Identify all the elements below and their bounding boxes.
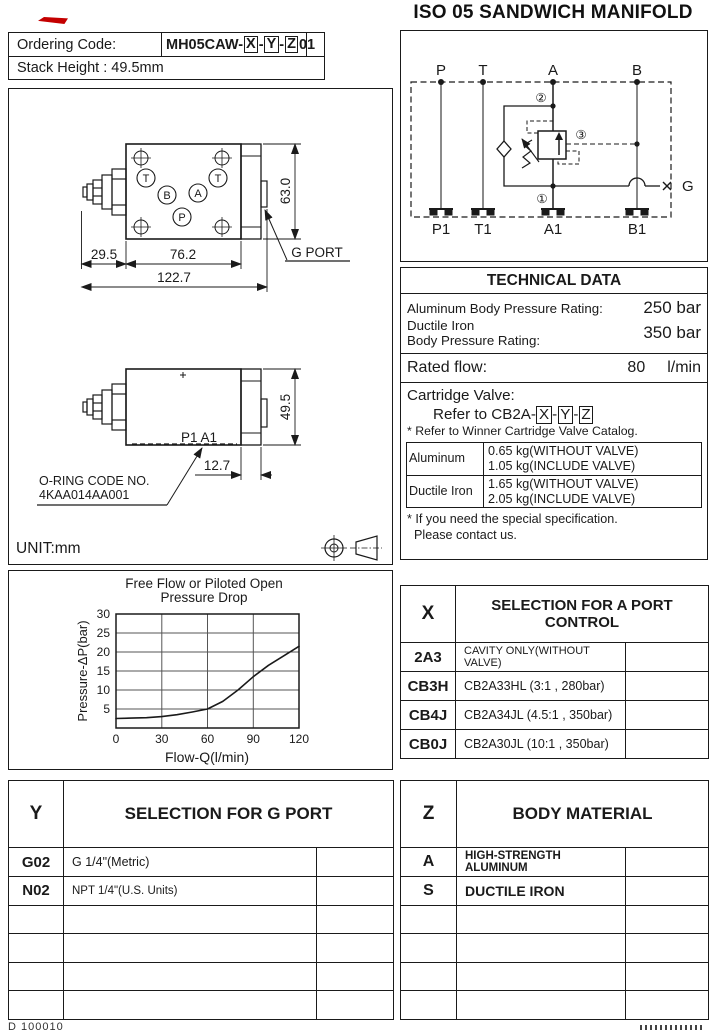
empty-row	[401, 991, 709, 1020]
p1-a1-label: P1 A1	[180, 430, 218, 445]
xtick-90: 90	[246, 732, 260, 746]
pressure-ratings	[401, 294, 707, 354]
circuit-port-b: B	[631, 62, 643, 79]
cartridge-code-y: Y	[558, 406, 573, 424]
ordering-code-prefix: MH05CAW-	[166, 36, 244, 53]
port-label-t2: T	[214, 173, 222, 185]
ytick-25: 25	[96, 626, 110, 640]
xtick-60: 60	[200, 732, 215, 746]
circuit-port-t1: T1	[474, 221, 492, 238]
z-table-title: BODY MATERIAL	[457, 781, 709, 848]
empty-cell	[626, 877, 709, 906]
y-selection-table	[8, 780, 393, 1020]
node-3-label: ③	[575, 128, 587, 142]
check-valve-icon	[497, 141, 511, 157]
ordering-code-z: Z	[285, 36, 299, 53]
dim-122-7: 122.7	[157, 270, 191, 285]
table-row	[401, 672, 709, 701]
footer-doc-number: D 100010	[8, 1021, 64, 1030]
empty-row	[401, 934, 709, 963]
page-title: ISO 05 SANDWICH MANIFOLD	[413, 2, 693, 23]
empty-row	[9, 905, 394, 934]
front-view	[82, 144, 351, 292]
cartridge-valve-section	[401, 383, 707, 424]
table-row	[9, 877, 394, 906]
ordering-code-value: MH05CAW- X - Y - Z 01	[162, 33, 307, 56]
x-table-code-header: X	[401, 586, 456, 643]
dim-49-5: 49.5	[278, 393, 293, 421]
ordering-code-suffix: 01	[298, 36, 316, 53]
y-row-code: G02	[9, 848, 64, 877]
y-row-code: N02	[9, 877, 64, 906]
rated-flow-value: 80	[627, 359, 646, 376]
table-row	[407, 475, 702, 508]
chart-title-line2: Pressure Drop	[160, 590, 248, 605]
dimension-drawing-box	[8, 88, 393, 565]
x-row-code: CB0J	[401, 730, 456, 759]
port-label-a: A	[194, 188, 202, 200]
z-body-material-table	[400, 780, 708, 1020]
table-row	[407, 443, 702, 476]
empty-cell	[626, 730, 709, 759]
z-row-desc: DUCTILE IRON	[457, 877, 626, 906]
y-row-desc: G 1/4"(Metric)	[64, 848, 317, 877]
x-selection-table	[400, 585, 708, 758]
pressure-drop-chart	[9, 571, 391, 768]
table-row	[401, 701, 709, 730]
weight-table	[406, 442, 702, 508]
node-2-label: ②	[535, 91, 547, 105]
cartridge-note: * Refer to Winner Cartridge Valve Catalog.	[407, 424, 638, 438]
dim-63: 63.0	[278, 177, 293, 205]
brand-logo-mark	[38, 17, 68, 24]
cartridge-code-z: Z	[579, 406, 593, 424]
xtick-30: 30	[155, 732, 169, 746]
ytick-15: 15	[96, 664, 110, 678]
empty-cell	[626, 672, 709, 701]
circuit-port-t: T	[478, 62, 488, 79]
g-port-callout	[265, 210, 350, 261]
x-row-desc: CB2A33HL (3:1 , 280bar)	[456, 672, 626, 701]
stack-height-row	[9, 57, 324, 79]
ductile-pressure-label: Ductile Iron Body Pressure Rating:	[407, 318, 541, 348]
oring-label-line2: 4KAA014AA001	[39, 488, 130, 502]
empty-row	[9, 991, 394, 1020]
x-table-title: SELECTION FOR A PORT CONTROL	[456, 586, 709, 643]
ductile-pressure-value: 350 bar	[643, 323, 701, 342]
hydraulic-circuit-diagram	[401, 31, 706, 260]
empty-cell	[626, 701, 709, 730]
xtick-0: 0	[112, 732, 120, 746]
x-row-desc: CAVITY ONLY(WITHOUT VALVE)	[456, 643, 626, 672]
z-row-code: A	[401, 848, 457, 877]
weight-values-aluminum: 0.65 kg(WITHOUT VALVE) 1.05 kg(INCLUDE VALVE)	[484, 443, 702, 476]
table-row	[401, 877, 709, 906]
circuit-port-p: P	[435, 62, 447, 79]
port-label-b: B	[163, 190, 171, 202]
g-port-label: G PORT	[291, 245, 343, 260]
empty-row	[401, 905, 709, 934]
circuit-g-label: G	[682, 178, 694, 195]
empty-cell	[317, 877, 394, 906]
special-spec-footnote: * If you need the special specification. Please contact us.	[407, 512, 618, 542]
chart-title-line1: Free Flow or Piloted Open	[125, 576, 283, 591]
table-row	[401, 848, 709, 877]
chart-grid	[116, 614, 299, 728]
empty-row	[401, 962, 709, 991]
technical-data-title: TECHNICAL DATA	[401, 268, 707, 294]
ytick-10: 10	[96, 683, 110, 697]
table-header-row	[401, 781, 709, 848]
x-row-code: 2A3	[401, 643, 456, 672]
chart-ylabel: Pressure-ΔP(bar)	[75, 620, 90, 722]
empty-row	[9, 962, 394, 991]
port-markers	[137, 169, 227, 226]
dim-12-7: 12.7	[203, 458, 231, 473]
ordering-code-y: Y	[264, 36, 279, 53]
side-view	[37, 369, 301, 505]
aluminum-pressure-label: Aluminum Body Pressure Rating:	[407, 300, 603, 316]
xtick-120: 120	[288, 732, 310, 746]
y-table-code-header: Y	[9, 781, 64, 848]
weight-material-ductile: Ductile Iron	[407, 475, 484, 508]
table-header-row	[9, 781, 394, 848]
y-row-desc: NPT 1/4"(U.S. Units)	[64, 877, 317, 906]
bottom-port-symbols	[429, 209, 649, 215]
circuit-port-a: A	[547, 62, 559, 79]
empty-row	[9, 934, 394, 963]
chart-xlabel: Flow-Q(l/min)	[165, 749, 249, 765]
table-row	[401, 730, 709, 759]
hydraulic-circuit-box	[400, 30, 708, 262]
port-label-p: P	[178, 212, 186, 224]
unit-label: UNIT:mm	[16, 540, 81, 557]
rated-flow-unit: l/min	[667, 359, 701, 376]
y-table-title: SELECTION FOR G PORT	[64, 781, 394, 848]
ordering-code-x: X	[244, 36, 259, 53]
rated-flow-label: Rated flow:	[407, 359, 488, 376]
dimension-drawing	[9, 89, 391, 563]
rated-flow-row	[401, 354, 707, 383]
z-table-code-header: Z	[401, 781, 457, 848]
circuit-port-a1: A1	[543, 221, 563, 238]
dim-29-5: 29.5	[90, 247, 118, 262]
cartridge-valve-title: Cartridge Valve:	[407, 387, 515, 404]
node-1-label: ①	[536, 192, 548, 206]
x-row-code: CB4J	[401, 701, 456, 730]
empty-cell	[317, 848, 394, 877]
empty-cell	[626, 848, 709, 877]
x-row-desc: CB2A30JL (10:1 , 350bar)	[456, 730, 626, 759]
dim-76-2: 76.2	[169, 247, 197, 262]
pressure-drop-chart-box	[8, 570, 393, 770]
circuit-port-p1: P1	[431, 221, 451, 238]
ordering-code-box	[8, 32, 325, 80]
technical-data-box	[400, 267, 708, 560]
footer-clipped-text	[640, 1025, 702, 1030]
table-row	[401, 643, 709, 672]
ytick-5: 5	[103, 702, 110, 716]
cartridge-valve-side	[83, 384, 126, 430]
cartridge-valve-front	[83, 169, 126, 215]
empty-cell	[626, 643, 709, 672]
aluminum-pressure-value: 250 bar	[643, 298, 701, 317]
circuit-port-b1: B1	[627, 221, 647, 238]
ytick-30: 30	[96, 607, 110, 621]
stack-height-label: Stack Height : 49.5mm	[17, 60, 164, 76]
g-port-boss	[261, 181, 267, 207]
z-row-code: S	[401, 877, 457, 906]
projection-symbol-icon	[321, 535, 382, 561]
cartridge-refer-line: Refer to CB2A- X - Y - Z	[407, 405, 701, 424]
weight-material-aluminum: Aluminum	[407, 443, 484, 476]
ordering-code-row	[9, 33, 324, 57]
x-row-code: CB3H	[401, 672, 456, 701]
ytick-20: 20	[96, 645, 110, 659]
spring-icon	[522, 140, 532, 168]
table-row	[9, 848, 394, 877]
port-label-t1: T	[142, 173, 150, 185]
g-line	[553, 178, 671, 190]
oring-label-line1: O-RING CODE NO.	[39, 474, 150, 488]
ordering-code-label: Ordering Code:	[9, 33, 162, 56]
table-header-row	[401, 586, 709, 643]
x-row-desc: CB2A34JL (4.5:1 , 350bar)	[456, 701, 626, 730]
z-row-desc: HIGH-STRENGTH ALUMINUM	[457, 848, 626, 877]
oring-callout	[37, 448, 202, 505]
weight-values-ductile: 1.65 kg(WITHOUT VALVE) 2.05 kg(INCLUDE VALVE)	[484, 475, 702, 508]
cartridge-code-x: X	[536, 406, 551, 424]
